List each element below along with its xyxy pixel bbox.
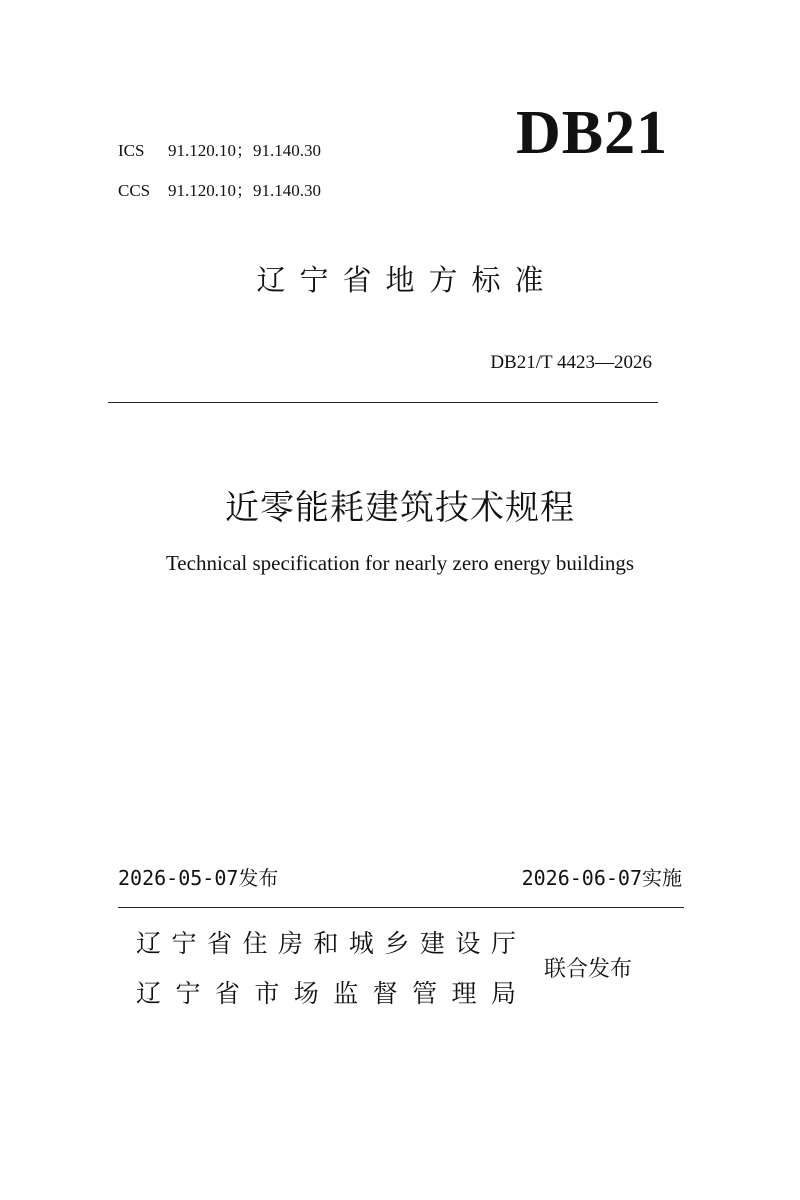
standard-type: 辽宁省地方标准 [256, 263, 558, 297]
issuer-char: 设 [455, 929, 481, 958]
issuer-char: 理 [451, 979, 477, 1008]
implementation-date-line [522, 862, 682, 891]
joint-issue-label: 联合发布 [544, 957, 633, 982]
issuer-market-regulation-bureau [136, 974, 516, 1010]
issuer-char: 管 [412, 979, 438, 1008]
issuer-char: 市 [254, 979, 280, 1008]
issuer-char: 场 [293, 979, 319, 1008]
standard-badge: DB21 [516, 99, 669, 167]
issuer-housing-department [136, 924, 516, 960]
issue-date-line [118, 862, 278, 891]
ccs-value: 91.120.10；91.140.30 [168, 181, 321, 200]
issue-date: 2026-05-07 [118, 866, 239, 890]
standard-number: DB21/T 4423—2026 [490, 352, 652, 373]
issuer-char: 监 [333, 979, 359, 1008]
issuer-char: 城 [348, 929, 374, 958]
ics-value: 91.120.10；91.140.30 [168, 141, 321, 160]
implementation-label: 实施 [642, 866, 682, 890]
issuer-char: 乡 [384, 929, 410, 958]
issuer-char: 和 [313, 929, 339, 958]
issuer-char: 厅 [490, 929, 516, 958]
issuer-char: 省 [214, 979, 240, 1008]
ccs-line [118, 176, 321, 201]
issuer-char: 宁 [171, 929, 197, 958]
issuer-char: 辽 [136, 979, 162, 1008]
issuer-char: 建 [419, 929, 445, 958]
bottom-divider [118, 907, 684, 908]
ics-label: ICS [118, 141, 145, 160]
issuer-char: 宁 [175, 979, 201, 1008]
ics-line [118, 136, 321, 161]
issuer-char: 住 [242, 929, 268, 958]
top-divider [108, 402, 658, 403]
implementation-date: 2026-06-07 [521, 866, 642, 890]
issuer-char: 辽 [136, 929, 162, 958]
document-title-english: Technical specification for nearly zero energy buildings [165, 551, 635, 575]
issuer-char: 督 [372, 979, 398, 1008]
ccs-label: CCS [118, 181, 151, 200]
issuer-char: 局 [490, 979, 516, 1008]
issue-label: 发布 [238, 866, 279, 890]
issuer-char: 省 [206, 929, 232, 958]
document-title-chinese: 近零能耗建筑技术规程 [225, 488, 575, 528]
issuer-char: 房 [277, 929, 303, 958]
